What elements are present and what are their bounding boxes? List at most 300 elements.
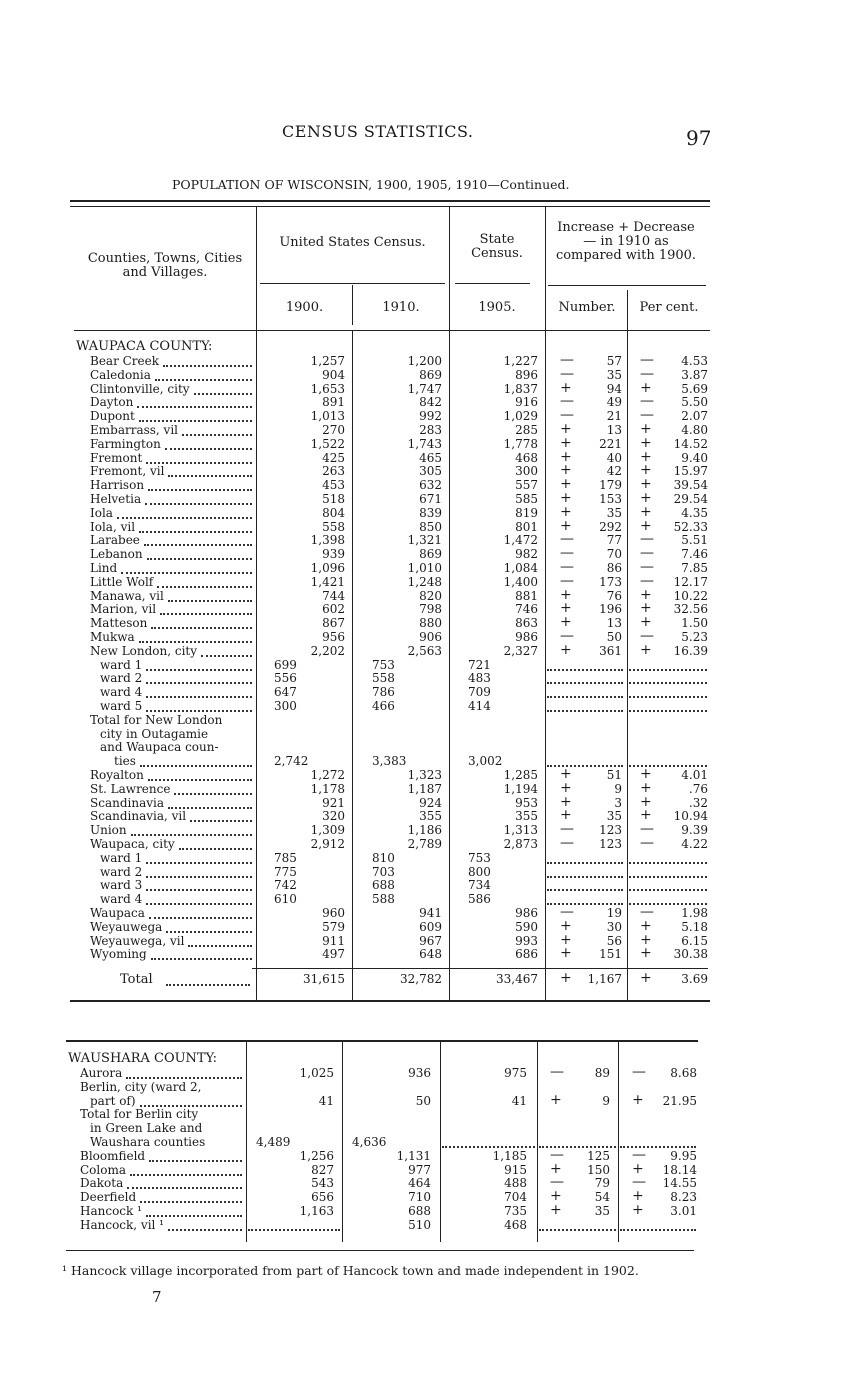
value-1900: 904 [322, 367, 345, 382]
percent-sign: — [632, 1146, 646, 1163]
value-1905: 993 [515, 933, 538, 948]
change-sign: + [560, 641, 572, 658]
value-1910: 1,200 [407, 354, 442, 368]
value-1910: 1,186 [407, 823, 442, 838]
table-title: POPULATION OF WISCONSIN, 1900, 1905, 1910—Continued. [172, 177, 570, 192]
value-1905: 686 [515, 947, 538, 962]
value-1905: 916 [515, 395, 538, 410]
value-1910: 1,010 [407, 561, 442, 575]
change-sign: + [560, 517, 572, 534]
ward-value-1905: 483 [468, 671, 491, 686]
change-sign: + [560, 490, 572, 506]
footnote: ¹ Hancock village incorporated from part of Hancock town and made independent in 1902. [62, 1263, 639, 1278]
section-end-rule [70, 1000, 710, 1002]
value-1905: 300 [515, 464, 538, 479]
dotted-leader [137, 406, 252, 408]
value-1910: 880 [419, 616, 442, 631]
percent-sign: — [640, 545, 654, 562]
percent-sign: + [632, 1202, 644, 1218]
percent-sign: + [640, 945, 652, 962]
change-percent: 9.95 [670, 1148, 697, 1163]
change-percent: 8.68 [670, 1066, 697, 1080]
dotted-leader [188, 945, 252, 947]
value-1900: 1,025 [299, 1066, 334, 1080]
value-1910: 50 [415, 1093, 431, 1108]
change-number: 35 [606, 809, 622, 824]
dotted-leader [140, 1201, 242, 1203]
dotted-leader [149, 917, 252, 919]
value-1900: 497 [322, 947, 345, 962]
dotted-leader [620, 1229, 696, 1231]
header-top-rule-2 [70, 206, 710, 207]
change-percent: 7.46 [681, 547, 708, 562]
value-1910: 305 [419, 464, 442, 479]
percent-sign: — [640, 365, 654, 382]
change-number: 3 [614, 795, 622, 810]
percent-sign: — [640, 352, 654, 368]
change-sign: + [550, 1160, 562, 1177]
change-percent: 1.50 [681, 616, 708, 631]
dotted-leader [629, 669, 707, 671]
change-sign: — [560, 531, 574, 548]
ward-value-1905: 709 [468, 685, 491, 700]
place-name: ward 2 [100, 864, 143, 879]
dotted-leader [629, 696, 707, 698]
dotted-leader [629, 710, 707, 712]
value-1905: 1,472 [503, 533, 538, 548]
place-name: Marion, vil [90, 602, 157, 617]
value-1900: 744 [322, 588, 345, 603]
header-sub-rule [548, 285, 706, 286]
percent-sign: — [632, 1174, 646, 1191]
change-percent: 18.14 [662, 1162, 697, 1177]
place-name: Dakota [80, 1176, 124, 1191]
place-name: Lind [90, 561, 118, 575]
dotted-leader [629, 876, 707, 878]
change-sign: + [550, 1202, 562, 1218]
value-1910: 2,563 [407, 643, 442, 658]
percent-sign: + [640, 476, 652, 493]
change-sign: — [550, 1174, 564, 1191]
value-1905: 585 [515, 492, 538, 506]
value-1900: 41 [318, 1093, 334, 1108]
ward-value-1905: 734 [468, 878, 491, 893]
place-name: Dayton [90, 395, 134, 410]
total-sign: + [560, 970, 572, 986]
value-1910: 648 [419, 947, 442, 962]
col-divider [449, 206, 450, 330]
change-percent: .32 [688, 795, 708, 810]
dotted-leader [547, 710, 623, 712]
change-sign: + [560, 614, 572, 631]
change-percent: 10.94 [673, 809, 708, 824]
place-name: ward 5 [100, 699, 143, 713]
dotted-leader [248, 1229, 340, 1231]
dotted-leader [155, 379, 252, 381]
change-percent: 14.55 [662, 1176, 697, 1191]
change-number: 196 [599, 602, 622, 617]
value-1910: 1,323 [407, 768, 442, 782]
percent-sign: — [640, 407, 654, 424]
dotted-leader [146, 889, 252, 891]
value-1910: 869 [419, 367, 442, 382]
col-divider [256, 330, 257, 1000]
change-percent: 4.53 [681, 354, 708, 368]
total-1910: 32,782 [400, 972, 442, 986]
value-1900: 1,256 [299, 1148, 334, 1163]
value-1905: 468 [515, 450, 538, 465]
value-1905: 488 [504, 1176, 527, 1191]
value-1900: 602 [322, 602, 345, 617]
percent-sign: + [640, 807, 652, 824]
ward-value-1900: 785 [274, 850, 297, 865]
change-sign: — [560, 628, 574, 644]
change-sign: + [560, 586, 572, 603]
change-number: 94 [606, 381, 622, 396]
dotted-leader [147, 558, 252, 560]
percent-sign: + [640, 931, 652, 948]
dotted-leader [547, 682, 623, 684]
value-1900: 1,309 [310, 823, 345, 838]
header-increase: Increase + Decrease — in 1910 as compared with 1900. [555, 220, 697, 263]
value-1905: 355 [515, 809, 538, 824]
place-name: part of) [90, 1093, 136, 1108]
change-number: 292 [599, 519, 622, 534]
change-sign: — [560, 559, 574, 575]
dotted-leader [157, 586, 252, 588]
total-percent-sign: + [640, 970, 652, 986]
ward-value-1900: 742 [274, 878, 297, 893]
value-1910: 464 [408, 1176, 431, 1191]
ward-value-1900: 775 [274, 864, 297, 879]
dotted-leader [166, 931, 252, 933]
col-divider [352, 330, 353, 1000]
change-percent: 39.54 [673, 478, 708, 493]
dotted-leader [146, 710, 252, 712]
change-number: 125 [587, 1148, 610, 1163]
value-1910: 355 [419, 809, 442, 824]
value-1905: 986 [515, 906, 538, 920]
value-1900: 518 [322, 492, 345, 506]
change-percent: 3.01 [670, 1204, 697, 1218]
header-1900: 1900. [285, 300, 324, 315]
change-percent: 16.39 [673, 643, 708, 658]
value-1910: 1,248 [407, 574, 442, 589]
signature-mark: 7 [152, 1288, 162, 1306]
change-number: 9 [602, 1093, 610, 1108]
dotted-leader [149, 1160, 242, 1162]
change-number: 49 [606, 395, 622, 410]
value-1905: 896 [515, 367, 538, 382]
value-1905: 915 [504, 1162, 527, 1177]
running-head: CENSUS STATISTICS. [282, 122, 474, 141]
header-percent: Per cent. [639, 300, 699, 315]
value-1900: 960 [322, 906, 345, 920]
place-name: city in Outagamie [100, 726, 209, 741]
change-sign: + [560, 421, 572, 437]
dotted-leader [182, 434, 252, 436]
change-sign: + [560, 779, 572, 796]
total-1905: 33,467 [496, 972, 538, 986]
value-1910: 906 [419, 630, 442, 644]
value-1900: 453 [322, 478, 345, 493]
place-name: Helvetia [90, 492, 142, 506]
place-name: Deerfield [80, 1190, 137, 1205]
change-percent: 10.22 [673, 588, 708, 603]
change-number: 361 [599, 643, 622, 658]
change-number: 57 [606, 354, 622, 368]
header-us-census: United States Census. [279, 235, 426, 250]
change-percent: 7.85 [681, 561, 708, 575]
county-title: WAUPACA COUNTY: [76, 339, 213, 354]
percent-sign: + [640, 600, 652, 617]
change-sign: + [560, 600, 572, 617]
dotted-leader [139, 420, 252, 422]
ward-value-1900: 610 [274, 892, 297, 907]
place-name: Clintonville, city [90, 381, 190, 396]
dotted-leader [121, 572, 252, 574]
dotted-leader [127, 1187, 242, 1189]
value-1910: 798 [419, 602, 442, 617]
percent-sign: — [640, 559, 654, 575]
dotted-leader [547, 862, 623, 864]
value-1905: 1,194 [503, 781, 538, 796]
section-start-rule [66, 1040, 698, 1042]
percent-sign: + [640, 434, 652, 451]
header-top-rule [70, 200, 710, 202]
change-percent: 9.40 [681, 450, 708, 465]
dotted-leader [148, 489, 252, 491]
change-percent: 5.18 [681, 919, 708, 934]
value-1910: 465 [419, 450, 442, 465]
place-name: ward 2 [100, 671, 143, 686]
ward-value-1905: 800 [468, 864, 491, 879]
col-divider [440, 1042, 441, 1242]
change-sign: — [550, 1064, 564, 1080]
ward-value-1910: 4,636 [352, 1135, 387, 1149]
dotted-leader [146, 682, 252, 684]
place-name: Larabee [90, 533, 140, 548]
change-sign: — [560, 821, 574, 838]
place-name: Fremont, vil [90, 464, 165, 479]
change-percent: .76 [688, 781, 708, 796]
change-percent: 29.54 [673, 492, 708, 506]
dotted-leader [442, 1146, 535, 1148]
dotted-leader [547, 765, 623, 767]
value-1910: 992 [419, 409, 442, 424]
dotted-leader [160, 613, 252, 615]
change-percent: 2.07 [681, 409, 708, 424]
percent-sign: + [632, 1091, 644, 1108]
percent-sign: + [640, 793, 652, 810]
change-number: 76 [606, 588, 622, 603]
header-1905: 1905. [478, 300, 516, 315]
place-name: Weyauwega, vil [90, 933, 185, 948]
percent-sign: + [640, 641, 652, 658]
dotted-leader [140, 1105, 242, 1107]
value-1910: 671 [419, 492, 442, 506]
value-1900: 1,272 [310, 768, 345, 782]
header-bottom-rule [74, 330, 710, 331]
percent-sign: + [640, 586, 652, 603]
ward-value-1905: 3,002 [468, 754, 503, 769]
total-number: 1,167 [587, 972, 622, 986]
dotted-leader [201, 655, 252, 657]
value-1900: 1,257 [310, 354, 345, 368]
place-name: and Waupaca coun- [100, 740, 219, 755]
value-1900: 1,398 [310, 533, 345, 548]
dotted-leader [130, 1174, 242, 1176]
dotted-leader [629, 682, 707, 684]
col-divider [618, 1042, 619, 1242]
dotted-leader [547, 889, 623, 891]
value-1900: 2,912 [310, 837, 345, 851]
ward-value-1905: 586 [468, 892, 491, 907]
change-percent: 1.98 [681, 906, 708, 920]
value-1905: 1,084 [503, 561, 538, 575]
change-number: 179 [599, 478, 622, 493]
place-name: Total for Berlin city [80, 1107, 199, 1122]
dotted-leader [168, 1229, 242, 1231]
value-1910: 977 [408, 1162, 431, 1177]
dotted-leader [131, 834, 252, 836]
value-1900: 939 [322, 547, 345, 562]
dotted-leader [146, 876, 252, 878]
change-sign: + [560, 476, 572, 493]
value-1910: 632 [419, 478, 442, 493]
change-number: 153 [599, 492, 622, 506]
change-sign: — [560, 835, 574, 851]
col-divider [449, 330, 450, 1000]
dotted-leader [126, 1077, 242, 1079]
value-1905: 468 [504, 1217, 527, 1232]
ward-value-1910: 466 [372, 699, 395, 713]
dotted-leader [629, 862, 707, 864]
ward-value-1910: 703 [372, 864, 395, 879]
change-number: 221 [599, 436, 622, 451]
change-number: 13 [606, 423, 622, 437]
value-1905: 1,400 [503, 574, 538, 589]
value-1910: 869 [419, 547, 442, 562]
value-1905: 704 [504, 1190, 527, 1205]
change-sign: — [560, 545, 574, 562]
change-percent: 3.87 [681, 367, 708, 382]
value-1905: 819 [515, 505, 538, 520]
value-1900: 558 [322, 519, 345, 534]
value-1910: 842 [419, 395, 442, 410]
value-1900: 911 [322, 933, 345, 948]
place-name: Total for New London [90, 712, 223, 727]
col-divider [256, 206, 257, 330]
place-name: Aurora [80, 1066, 123, 1080]
value-1910: 924 [419, 795, 442, 810]
change-percent: 5.69 [681, 381, 708, 396]
percent-sign: + [632, 1188, 644, 1205]
change-number: 13 [606, 616, 622, 631]
change-percent: 8.23 [670, 1190, 697, 1205]
value-1900: 656 [311, 1190, 334, 1205]
percent-sign: + [640, 448, 652, 465]
value-1905: 1,029 [503, 409, 538, 424]
dotted-leader [168, 807, 252, 809]
col-divider [627, 330, 628, 1000]
change-percent: 12.17 [673, 574, 708, 589]
change-number: 40 [606, 450, 622, 465]
place-name: Iola [90, 505, 113, 520]
header-sub-rule [260, 283, 445, 284]
change-percent: 15.97 [673, 464, 708, 479]
ward-value-1910: 588 [372, 892, 395, 907]
value-1905: 801 [515, 519, 538, 534]
place-name: Dupont [90, 409, 135, 424]
value-1905: 41 [511, 1093, 527, 1108]
value-1905: 285 [515, 423, 538, 437]
change-number: 9 [614, 781, 622, 796]
value-1910: 510 [408, 1217, 431, 1232]
percent-sign: + [640, 421, 652, 437]
col-divider [545, 330, 546, 1000]
value-1905: 557 [515, 478, 538, 493]
ward-value-1900: 2,742 [274, 754, 309, 769]
value-1900: 320 [322, 809, 345, 824]
dotted-leader [179, 848, 252, 850]
header-state-census: State Census. [471, 232, 523, 261]
value-1905: 2,873 [503, 837, 538, 851]
value-1900: 1,096 [310, 561, 345, 575]
percent-sign: + [640, 614, 652, 631]
percent-sign: — [640, 393, 654, 410]
change-number: 86 [606, 561, 622, 575]
place-name: Hancock ¹ [80, 1204, 142, 1218]
ward-value-1900: 647 [274, 685, 297, 700]
value-1900: 804 [322, 505, 345, 520]
dotted-leader [117, 517, 252, 519]
change-percent: 5.50 [681, 395, 708, 410]
change-percent: 4.22 [681, 837, 708, 851]
dotted-leader [539, 1229, 616, 1231]
total-rule [252, 968, 708, 969]
dotted-leader [165, 448, 252, 450]
change-sign: + [560, 766, 572, 782]
change-sign: + [550, 1188, 562, 1205]
value-1905: 1,185 [492, 1148, 527, 1163]
change-percent: 32.56 [673, 602, 708, 617]
change-sign: + [560, 917, 572, 934]
value-1900: 543 [311, 1176, 334, 1191]
change-number: 50 [606, 630, 622, 644]
change-number: 77 [606, 533, 622, 548]
value-1905: 881 [515, 588, 538, 603]
value-1905: 982 [515, 547, 538, 562]
value-1910: 609 [419, 919, 442, 934]
change-percent: 30.38 [673, 947, 708, 962]
place-name: Waupaca, city [90, 837, 175, 851]
change-number: 123 [599, 837, 622, 851]
dotted-leader [151, 627, 252, 629]
value-1900: 2,202 [310, 643, 345, 658]
change-number: 151 [599, 947, 622, 962]
section-end-rule [66, 1250, 694, 1251]
ward-value-1910: 558 [372, 671, 395, 686]
change-sign: — [560, 407, 574, 424]
value-1900: 827 [311, 1162, 334, 1177]
dotted-leader [168, 475, 252, 477]
change-number: 150 [587, 1162, 610, 1177]
change-number: 123 [599, 823, 622, 838]
percent-sign: + [640, 379, 652, 396]
col-divider [246, 1042, 247, 1242]
value-1905: 746 [515, 602, 538, 617]
